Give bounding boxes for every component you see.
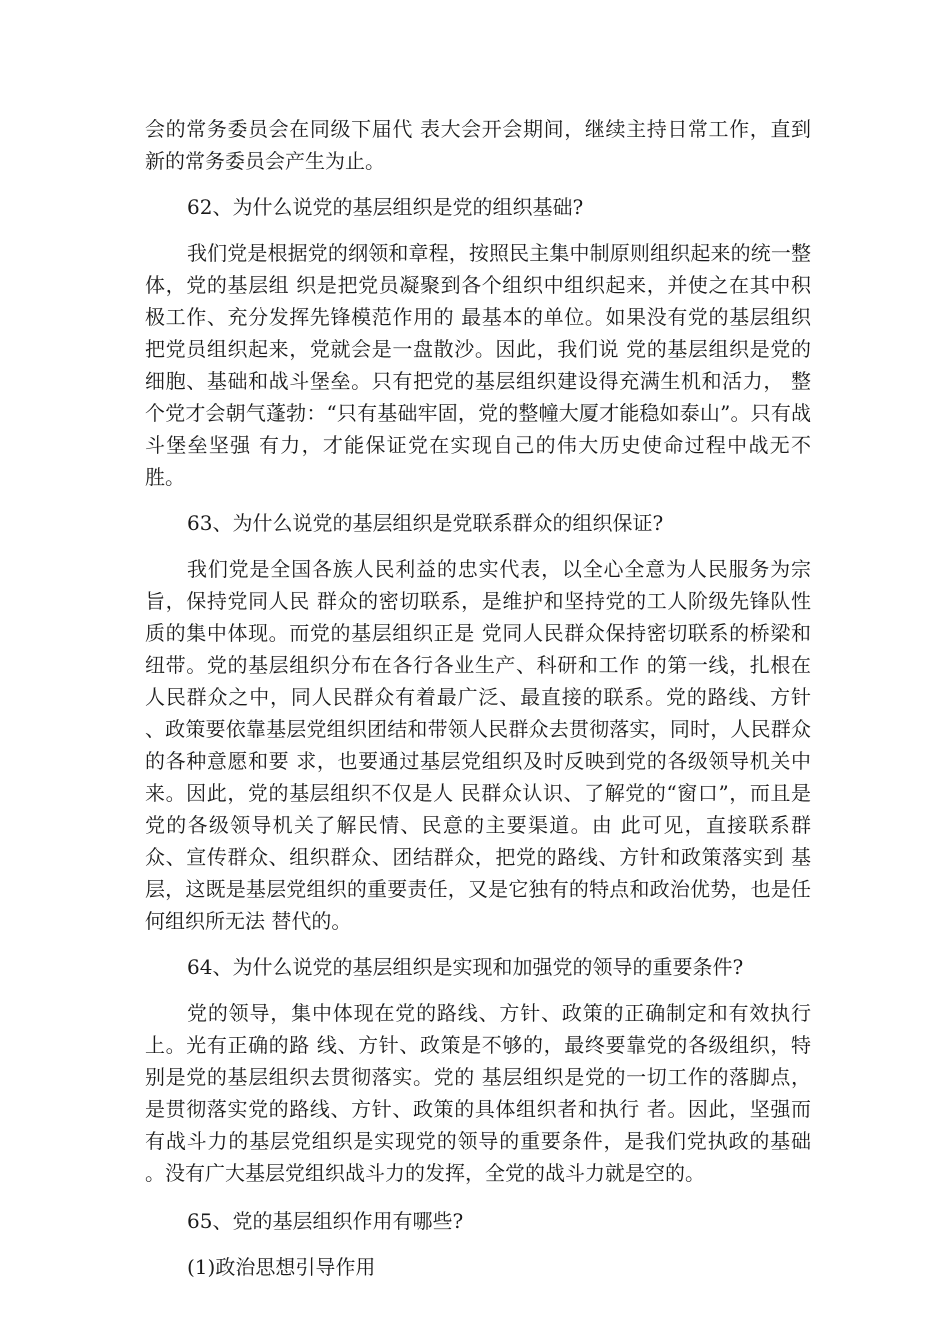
answer-63-paragraph: 我们党是全国各族人民利益的忠实代表，以全心全意为人民服务为宗旨，保持党同人民 群众的密切联系，是维护和坚持党的工人阶级先锋队性质的集中体现。而党的基层组织正是 党同人民群众保持密切联系的桥梁和纽带。党的基层组织分布在各行各业生产、科研和工作 的第一线，扎根在人民群众之中，同人民群众有着最广泛、最直接的联系。党的路线、方针 、政策要依靠基层党组织团结和带领人民群众去贯彻落实，同时，人民群众的各种意愿和要 求，也要通过基层党组织及时反映到党的各级领导机关中来。因此，党的基层组织不仅是人 民群众认识、了解党的“窗口”，而且是党的各级领导机关了解民情、民意的主要渠道。由 此可见，直接联系群众、宣传群众、组织群众、团结群众，把党的路线、方针和政策落实到 基层，这既是基层党组织的重要责任，又是它独有的特点和政治优势，也是任何组织所无法 替代的。 (145, 557, 811, 933)
question-63-heading: 63、为什么说党的基层组织是党联系群众的组织保证? (187, 511, 664, 535)
answer-62-paragraph: 我们党是根据党的纲领和章程，按照民主集中制原则组织起来的统一整体，党的基层组 织是把党员凝聚到各个组织中组织起来，并使之在其中积极工作、充分发挥先锋模范作用的 最基本的单位。如果没有党的基层组织把党员组织起来，党就会是一盘散沙。因此，我们说 党的基层组织是党的细胞、基础和战斗堡垒。只有把党的基层组织建设得充满生机和活力， 整个党才会朝气蓬勃：“只有基础牢固，党的整幢大厦才能稳如泰山”。只有战斗堡垒坚强 有力，才能保证党在实现自己的伟大历史使命过程中战无不胜。 (145, 241, 811, 489)
question-64-heading: 64、为什么说党的基层组织是实现和加强党的领导的重要条件? (187, 955, 744, 979)
question-65-heading: 65、党的基层组织作用有哪些? (187, 1209, 464, 1233)
list-item-1: (1)政治思想引导作用 (187, 1255, 376, 1279)
answer-64-paragraph: 党的领导，集中体现在党的路线、方针、政策的正确制定和有效执行上。光有正确的路 线、方针、政策是不够的，最终要靠党的各级组织，特别是党的基层组织去贯彻落实。党的 基层组织是党的一切工作的落脚点，是贯彻落实党的路线、方针、政策的具体组织者和执行 者。因此，坚强而有战斗力的基层党组织是实现党的领导的重要条件，是我们党执政的基础 。没有广大基层党组织战斗力的发挥，全党的战斗力就是空的。 (145, 1001, 811, 1185)
paragraph-continuation: 会的常务委员会在同级下届代 表大会开会期间，继续主持日常工作，直到新的常务委员会产生为止。 (145, 117, 811, 173)
document-body (145, 113, 811, 1283)
question-62-heading: 62、为什么说党的基层组织是党的组织基础? (187, 195, 584, 219)
